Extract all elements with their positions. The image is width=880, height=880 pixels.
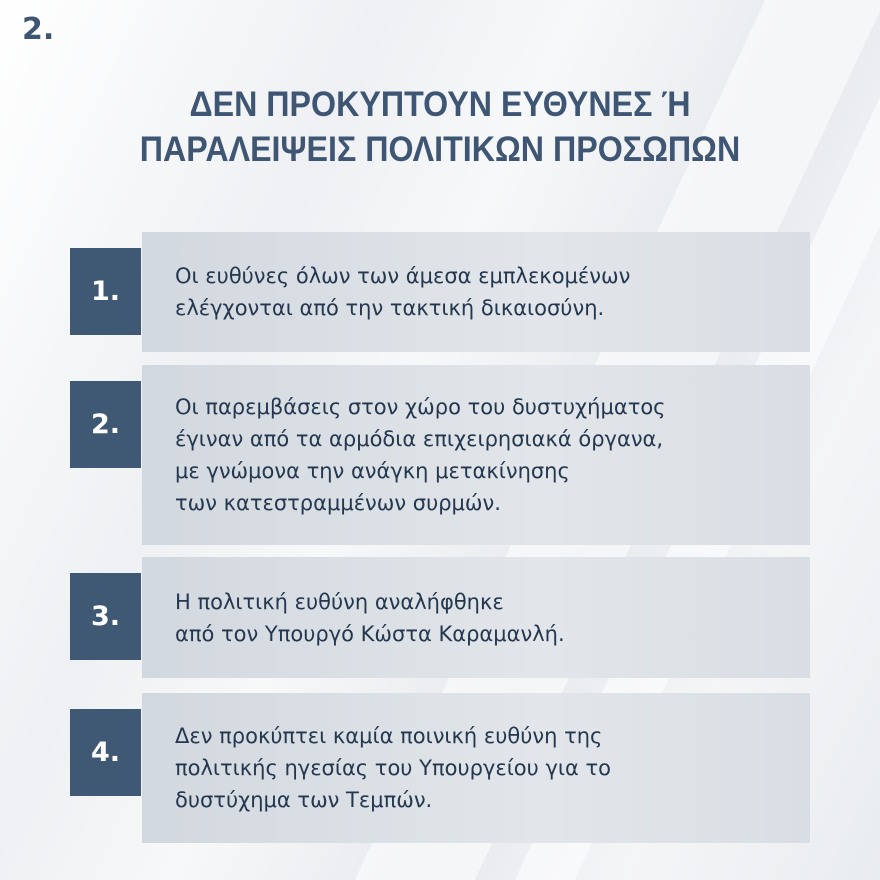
item-number-badge: 1. — [70, 248, 141, 335]
page-number: 2. — [22, 12, 55, 47]
item-text-line: ελέγχονται από την τακτική δικαιοσύνη. — [175, 296, 605, 320]
item-text-line: Οι ευθύνες όλων των άμεσα εμπλεκομένων — [175, 264, 631, 288]
item-text-line: των κατεστραμμένων συρμών. — [175, 491, 501, 515]
list-item — [142, 232, 810, 352]
item-number-badge: 2. — [70, 381, 141, 468]
item-number-badge: 3. — [70, 573, 141, 660]
list-item — [142, 693, 810, 843]
item-text-line: Δεν προκύπτει καμία ποινική ευθύνη της — [175, 724, 603, 748]
title-line: ΔΕΝ ΠΡΟΚΥΠΤΟΥΝ ΕΥΘΥΝΕΣ Ή — [189, 85, 691, 124]
title-line: ΠΑΡΑΛΕΙΨΕΙΣ ΠΟΛΙΤΙΚΩΝ ΠΡΟΣΩΠΩΝ — [139, 130, 741, 169]
item-text-line: Η πολιτική ευθύνη αναλήφθηκε — [175, 589, 504, 614]
page-title — [35, 82, 845, 172]
item-text-line: με γνώμονα την ανάγκη μετακίνησης — [175, 459, 570, 483]
item-text-line: δυστύχημα των Τεμπών. — [175, 788, 433, 812]
list-item — [142, 365, 810, 545]
item-text-line: Οι παρεμβάσεις στον χώρο του δυστυχήματος — [175, 395, 666, 419]
item-text-line: έγιναν από τα αρμόδια επιχειρησιακά όργανα, — [175, 427, 664, 451]
item-text-line: από τον Υπουργό Κώστα Καραμανλή. — [175, 621, 565, 646]
item-number-badge: 4. — [70, 709, 141, 796]
list-item — [142, 557, 810, 678]
item-text-line: πολιτικής ηγεσίας του Υπουργείου για το — [175, 756, 612, 780]
